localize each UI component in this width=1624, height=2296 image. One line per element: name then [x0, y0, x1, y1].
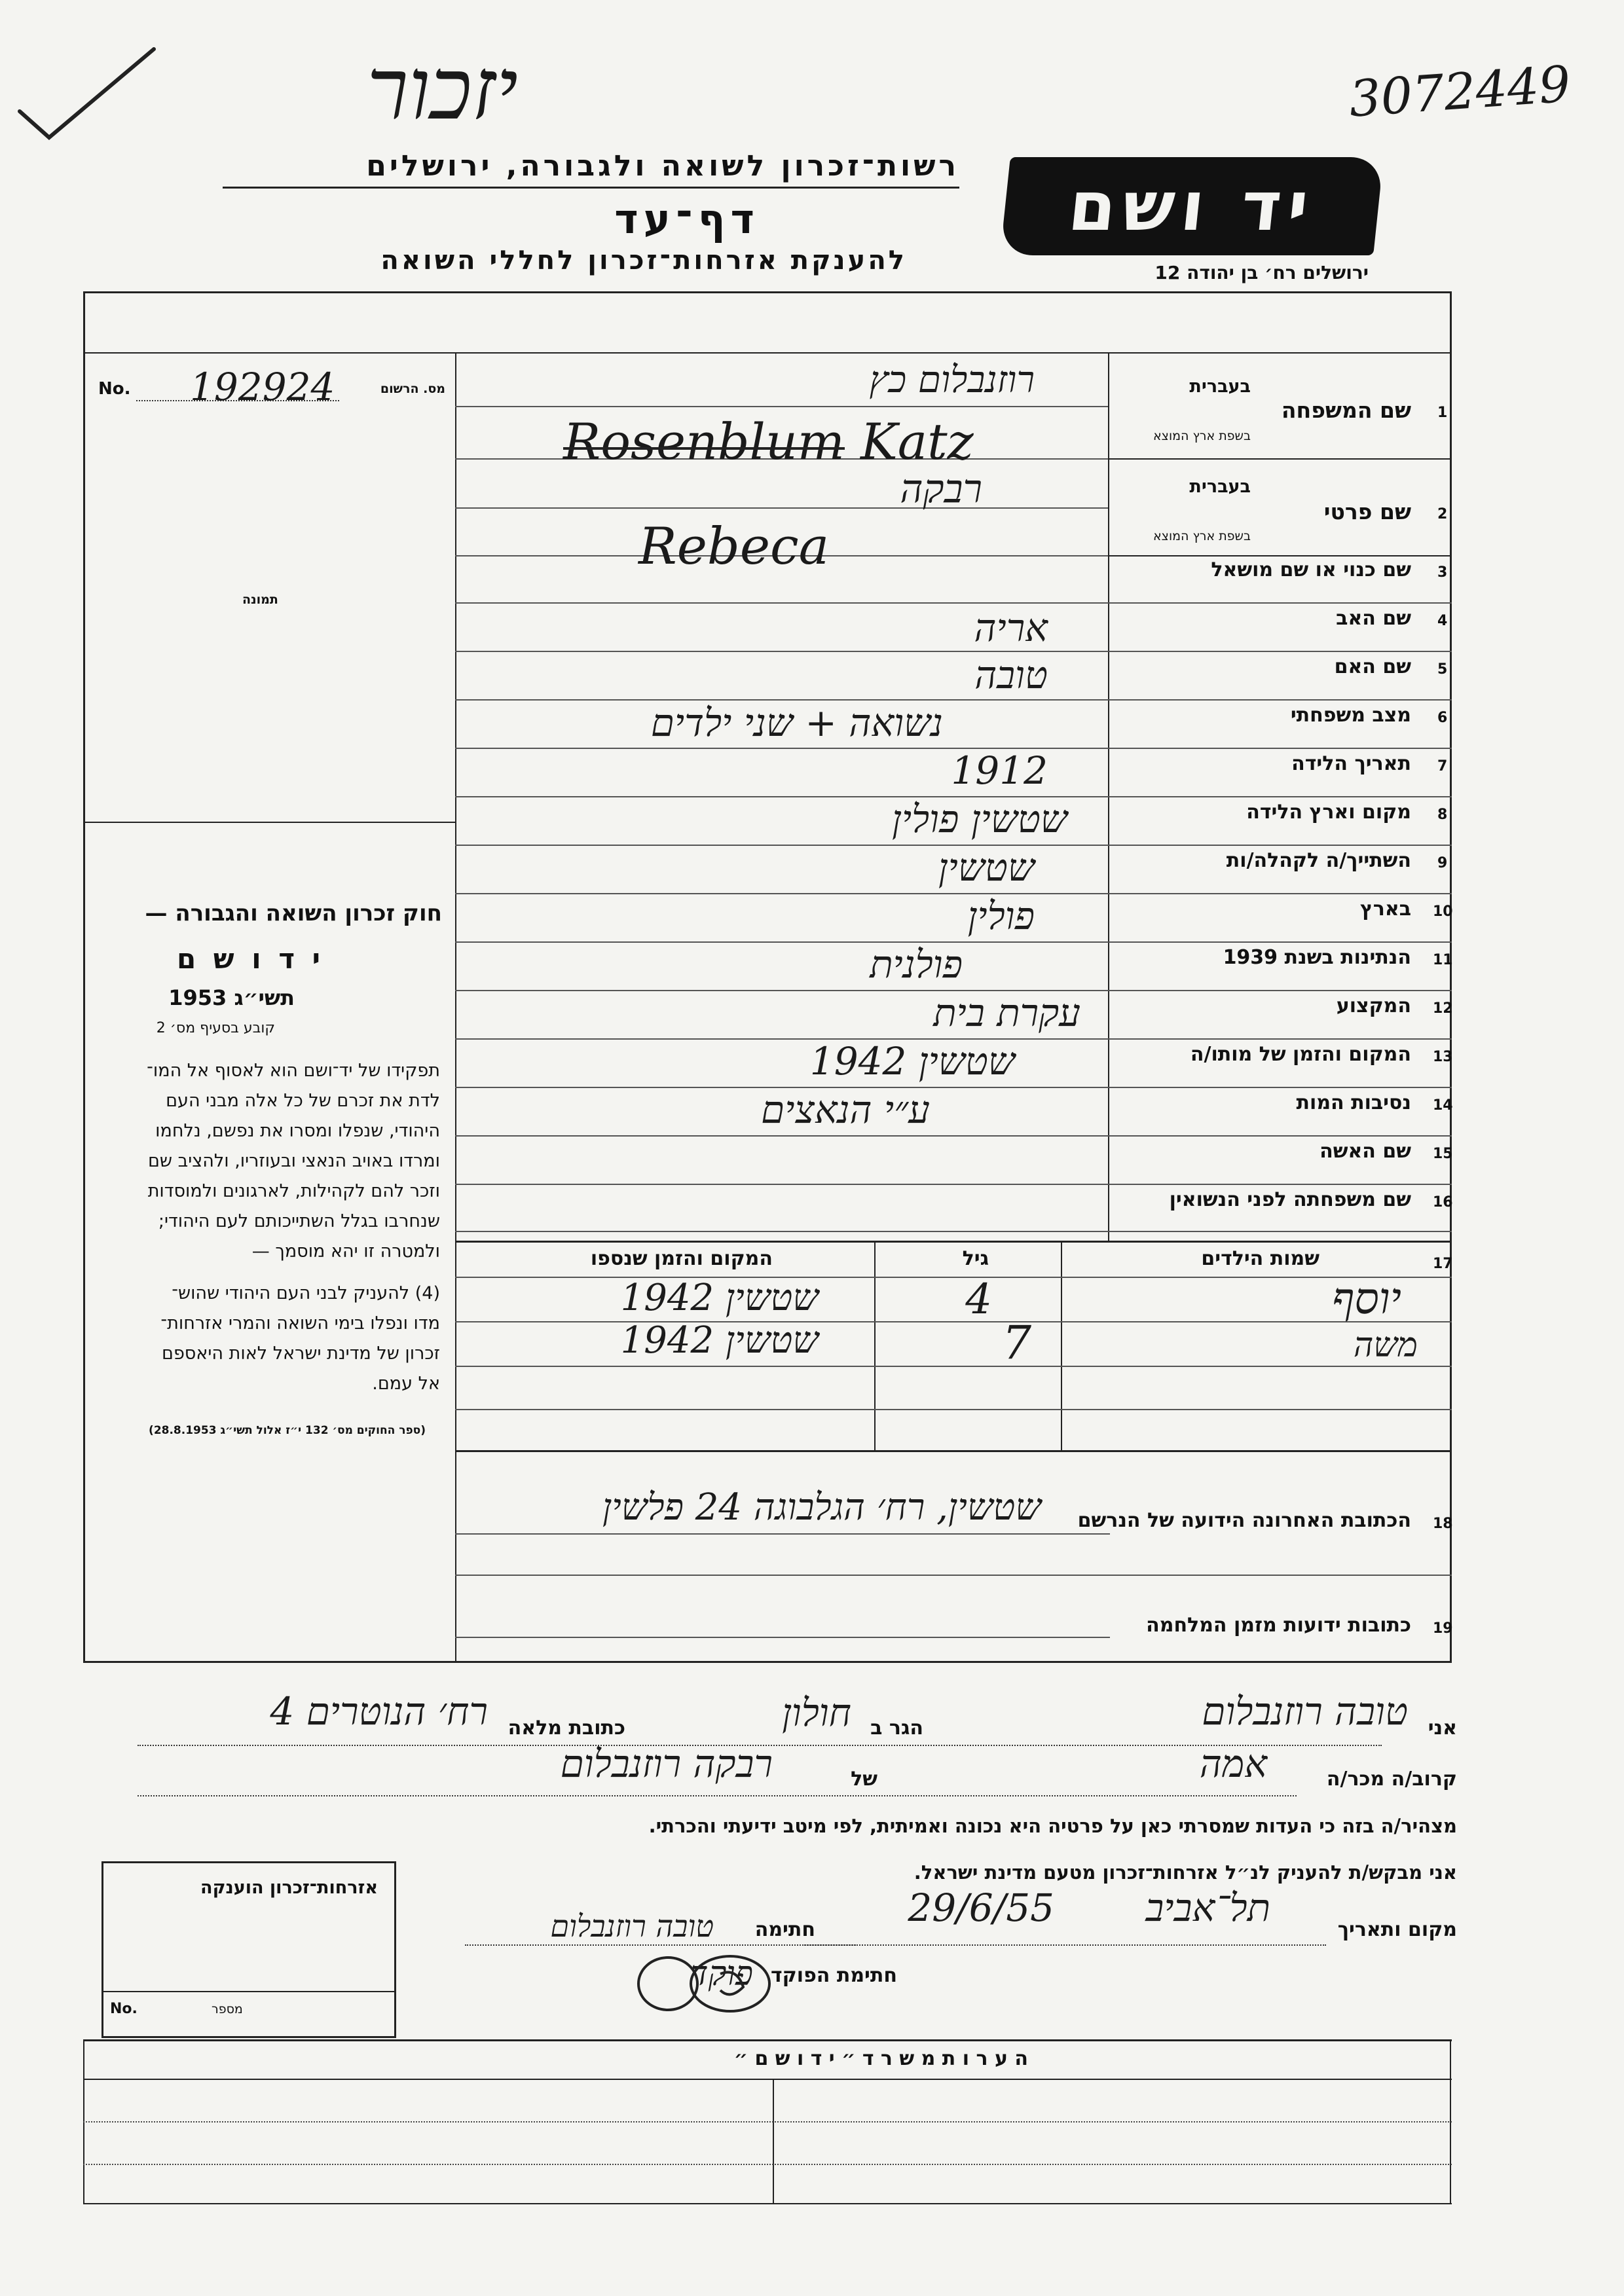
field-label: בארץ [1359, 898, 1411, 920]
father-name-value: אריה [974, 606, 1048, 650]
yizkor-annotation: יזכור [367, 39, 518, 139]
law-name: י ד ו ש ם [176, 943, 324, 975]
death-place-value: שטשין 1942 [809, 1039, 1015, 1084]
reg-no-label: מס. הרשום [380, 382, 445, 396]
victim-name: רבקה רוזנבלום [560, 1741, 773, 1786]
field-label: שם האם [1334, 655, 1411, 678]
death-circumstance-value: ע״י הנאצים [761, 1087, 930, 1132]
profession-value: עקרת בית [933, 991, 1080, 1035]
children-col-age: גיל [962, 1247, 989, 1270]
field-sublabel: בשפת ארץ המוצא [1153, 529, 1251, 543]
child-name: יוסף [1332, 1273, 1401, 1324]
officer-signature-label: חתימת הפוקד [771, 1964, 897, 1987]
wartime-addresses-label: כתובות ידועות מזמן המלחמה [1146, 1614, 1411, 1637]
law-line: מדו ונפלו בימי השואה והמרי אזרחות־ [160, 1313, 440, 1334]
record-number: 3072449 [1347, 54, 1573, 128]
stamp-box-mispar: מספר [212, 2002, 243, 2016]
field-label: שם משפחתה לפני הנשואין [1169, 1188, 1411, 1211]
reg-no-prefix: No. [98, 379, 131, 399]
given-name-hebrew: רבקה [900, 466, 982, 512]
form-frame [83, 291, 1452, 1663]
field-label: הנתינות בשנת 1939 [1223, 946, 1411, 969]
field-label: השתייך/ה לקהלה/ות [1226, 849, 1411, 872]
date-value: 29/6/55 [908, 1886, 1054, 1930]
birthplace-value: שטשין פולין [892, 797, 1067, 841]
law-line: לדת את זכרם של כל אלה מבני העם [166, 1091, 440, 1111]
form-title: דף־עד [614, 195, 760, 243]
law-line: היהודי, שנפלו ומסרו את נפשם, נלחמו [155, 1121, 440, 1141]
child-place: שטשין 1942 [620, 1319, 819, 1362]
registration-number [98, 365, 445, 409]
field-label: המקום והזמן של מותו/ה [1190, 1043, 1411, 1066]
declarant-name: טובה רוזנבלום [1202, 1689, 1408, 1734]
community-value: שטשין [938, 845, 1035, 890]
law-line: ולמטרה זו יהא מוסמך — [251, 1241, 440, 1262]
decl-of: של [851, 1768, 877, 1791]
law-line: (4) להעניק לבני העם היהודי שהוש־ [172, 1283, 440, 1303]
citizenship-stamp-box [101, 1861, 396, 2038]
law-citation: (ספר החוקים מס׳ 132 י״ז אלול תשי״ג 28.8.1953) [149, 1424, 426, 1437]
decl-resides: הגר ב [870, 1717, 923, 1740]
office-notes-heading: ה ע ר ו ת מ ש ר ד ״ י ד ו ש ם ״ [733, 2047, 1028, 2070]
last-address-label: הכתובת האחרונה הידועה של הנרשם [1077, 1509, 1411, 1532]
officer-stamp-icon [632, 1948, 789, 2020]
nationality-value: פולנית [870, 942, 963, 987]
child-place: שטשין 1942 [620, 1277, 819, 1319]
surname-hebrew: רוזנבלום כץ [869, 359, 1035, 401]
law-line: שנחרבו בגלל השתייכותם לעם היהודי; [158, 1211, 440, 1231]
officer-signature: פוקד [690, 1954, 753, 1994]
decl-request: אני מבקש/ת להעניק לנ״ל אזרחות־זכרון מטעם מדינת ישראל. [913, 1861, 1457, 1884]
field-label: מקום וארץ הלידה [1246, 801, 1411, 824]
decl-statement: מצהיר/ה בזה כי העדות שמסרתי כאן על פרטיה היא נכונה ואמיתית, לפי מיטב ידיעתי והכרתי. [648, 1815, 1457, 1837]
children-col-place: המקום והזמן שנספו [590, 1247, 773, 1270]
field-label: שם האשה [1320, 1140, 1411, 1163]
field-sublabel: בעברית [1189, 477, 1251, 497]
declarant-signature: טובה רוזנבלום [550, 1908, 714, 1944]
field-label: שם פרטי [1323, 499, 1411, 524]
marital-status-value: נשואה + שני ילדים [650, 701, 943, 745]
child-age: 4 [965, 1275, 992, 1324]
law-clause: קובע בסעיף מס׳ 2 [156, 1020, 275, 1036]
given-name-latin: Rebeca [638, 517, 830, 576]
logo-text: יד ושם [1065, 166, 1319, 246]
decl-relative-label: קרוב/ה מכר/ה [1326, 1768, 1457, 1791]
declarant-relation: אמה [1199, 1741, 1267, 1786]
stamp-box-title: אזרחות־זכרון הוענקה [200, 1878, 378, 1898]
checkmark-icon [13, 39, 164, 151]
yad-vashem-logo [1000, 157, 1384, 255]
law-year: תשי״ג 1953 [168, 985, 295, 1010]
authority-heading: רשות־זכרון לשואה ולגבורה, ירושלים [366, 149, 959, 183]
field-label: תאריך הלידה [1291, 752, 1411, 775]
field-label: מצב משפחתי [1290, 704, 1411, 727]
field-label: שם המשפחה [1281, 397, 1411, 423]
form-subtitle: להענקת אזרחות־זכרון לחללי השואה [380, 246, 907, 276]
place-date-label: מקום ותאריך [1337, 1918, 1457, 1941]
declarant-address: רח׳ הנוטרים 4 [270, 1689, 488, 1734]
birth-date-value: 1912 [951, 748, 1048, 793]
field-label: המקצוע [1336, 994, 1411, 1017]
stamp-box-no: No. [110, 2001, 138, 2017]
decl-ani: אני [1428, 1717, 1457, 1740]
child-name: משה [1353, 1326, 1418, 1365]
decl-full-address-label: כתובת מלאה [507, 1717, 625, 1740]
place-value: תל־אביב [1145, 1886, 1270, 1930]
surname-latin: Rosenblum Katz [563, 412, 974, 471]
law-line: אל עמם. [372, 1374, 440, 1394]
field-label: נסיבות המות [1296, 1091, 1411, 1114]
field-sublabel: בשפת ארץ המוצא [1153, 429, 1251, 443]
country-value: פולין [967, 894, 1035, 938]
law-line: וזכר להם לקהילות, לארגונים ולמוסדות [147, 1181, 440, 1201]
law-line: זכרון של מדינת ישראל לאות היאספם [162, 1343, 440, 1364]
header-address: ירושלים רח׳ בן יהודה 12 [1154, 262, 1369, 283]
law-line: תפקידו של יד־ושם הוא לאסוף אל המו־ [147, 1061, 440, 1081]
children-col-names: שמות הילדים [1201, 1247, 1320, 1270]
child-age: 7 [1002, 1316, 1031, 1370]
reg-no-value: 192924 [190, 365, 335, 409]
last-address-value: שטשין, רח׳ הגלבוגה 24 פלשין [602, 1486, 1041, 1529]
signature-label: חתימה [754, 1918, 815, 1941]
law-line: ומרדו באויב הנאצי ובעוזריו, ולהציב שם [147, 1151, 440, 1171]
law-title: חוק זכרון השואה והגבורה — [145, 900, 442, 926]
field-label: שם האב [1336, 607, 1411, 630]
declarant-city: חולון [782, 1690, 851, 1735]
photo-placeholder: תמונה [242, 592, 278, 607]
mother-name-value: טובה [974, 653, 1048, 697]
field-label: שם כנוי או שם מושאל [1211, 558, 1411, 581]
field-sublabel: בעברית [1189, 376, 1251, 397]
